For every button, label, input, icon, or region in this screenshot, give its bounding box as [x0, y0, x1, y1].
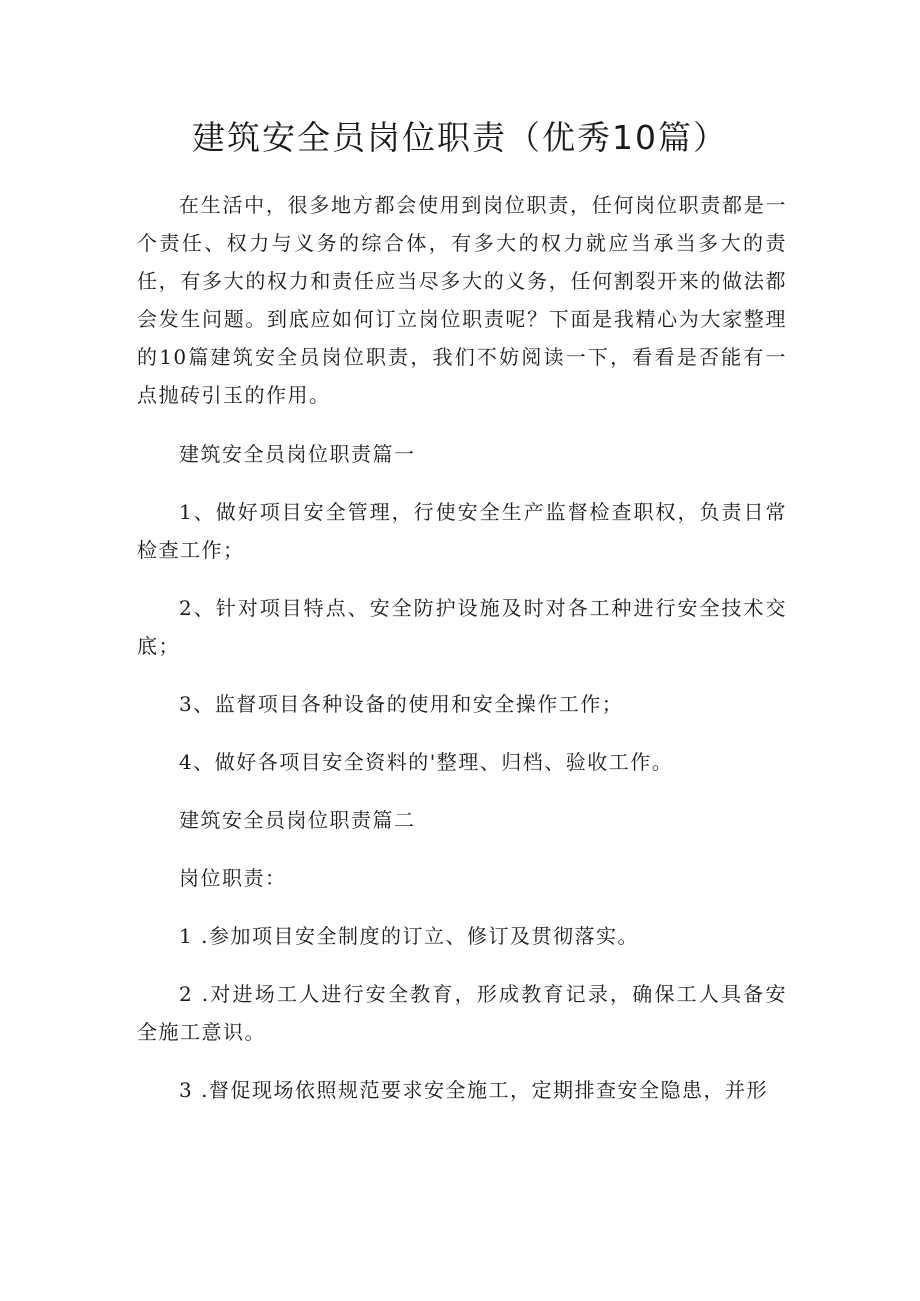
list-item: 2 .对进场工人进行安全教育，形成教育记录，确保工人具备安全施工意识。 [137, 982, 787, 1044]
list-item: 4、做好各项目安全资料的'整理、归档、验收工作。 [179, 750, 674, 774]
document-body [137, 186, 787, 1129]
list-item: 1 .参加项目安全制度的订立、修订及贯彻落实。 [179, 924, 639, 948]
list-item: 2、针对项目特点、安全防护设施及时对各工种进行安全技术交底； [137, 596, 787, 658]
list-item: 3 .督促现场依照规范要求安全施工，定期排查安全隐患，并形 [179, 1078, 768, 1102]
list-item: 1、做好项目安全管理，行使安全生产监督检查职权，负责日常检查工作； [137, 500, 787, 562]
intro-paragraph: 在生活中，很多地方都会使用到岗位职责，任何岗位职责都是一个责任、权力与义务的综合体，有多大的权力就应当承当多大的责任，有多大的权力和责任应当尽多大的义务，任何割裂开来的做法都会发生问题。到底应如何订立岗位职责呢？下面是我精心为大家整理的10篇建筑安全员岗位职责，我们不妨阅读一下，看看是否能有一点抛砖引玉的作用。 [137, 193, 787, 407]
section-heading: 建筑安全员岗位职责篇一 [179, 442, 416, 466]
list-item: 3、监督项目各种设备的使用和安全操作工作； [179, 692, 624, 716]
section-heading: 建筑安全员岗位职责篇二 [179, 808, 416, 832]
document-title: 建筑安全员岗位职责（优秀10篇） [192, 118, 728, 157]
section-subheading: 岗位职责： [179, 866, 287, 890]
